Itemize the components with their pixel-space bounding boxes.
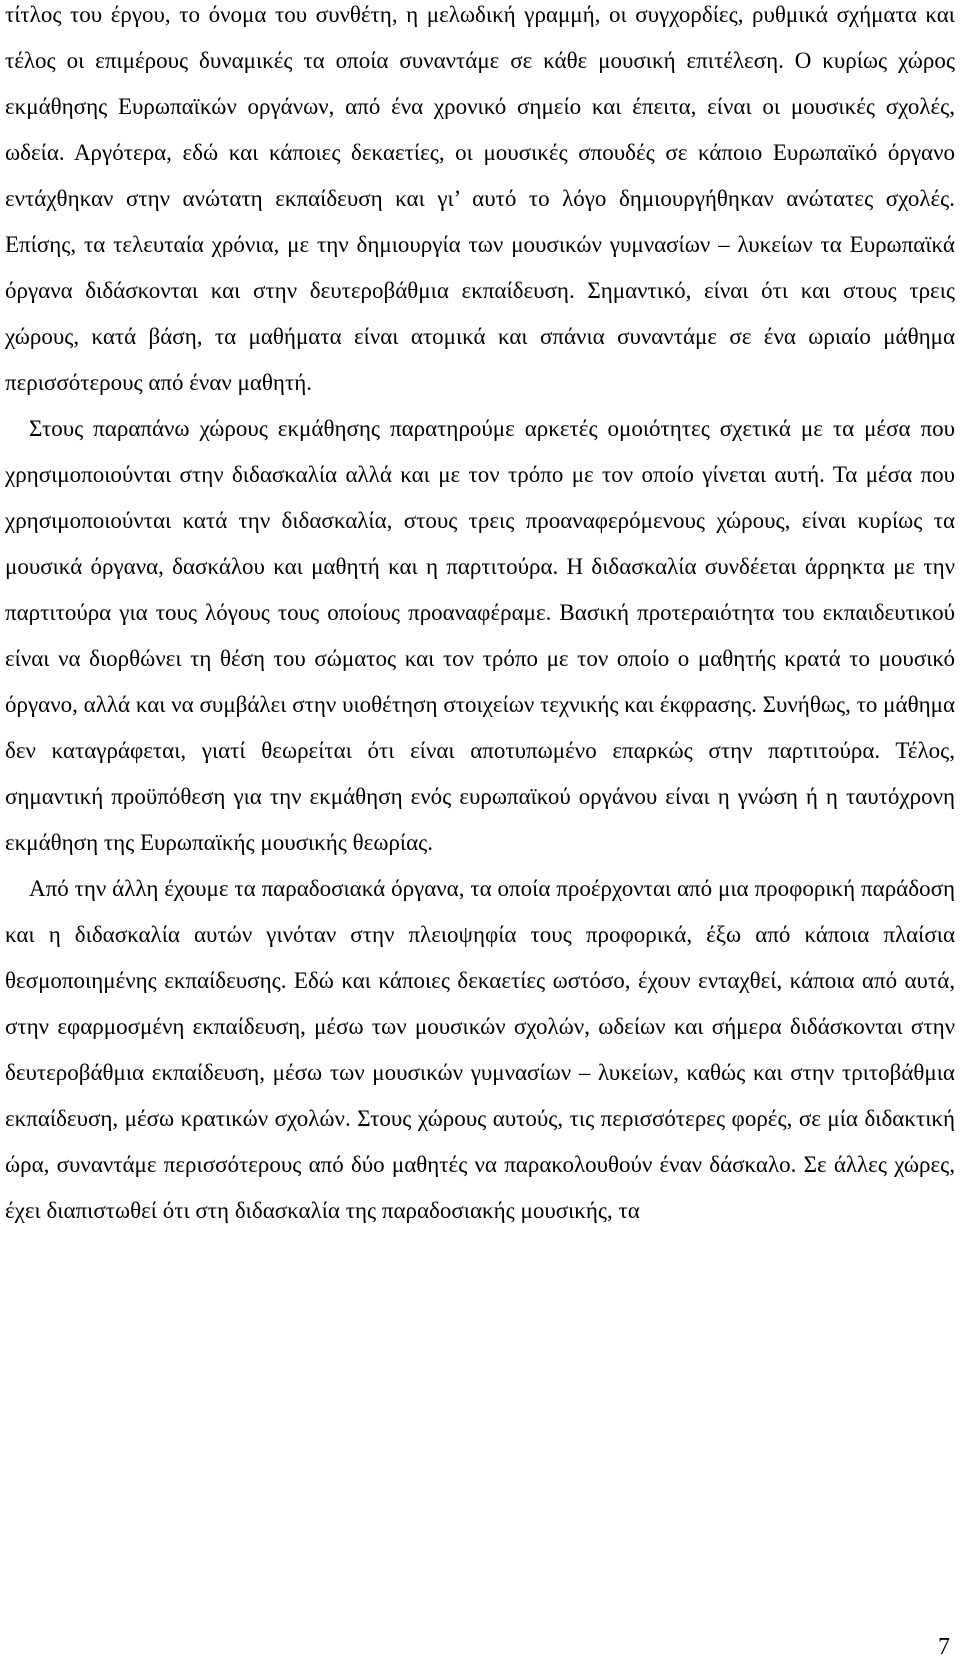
paragraph-1: τίτλος του έργου, το όνομα του συνθέτη, η μελωδική γραμμή, οι συγχορδίες, ρυθμικά σχήματα και τέλος οι επιμέρους δυναμικές τα οποία συναντάμε σε κάθε μουσική επιτέλεση. Ο κυρίως χώρος εκμάθησης Ευρωπαϊκών οργάνων, από ένα χρονικό σημείο και έπειτα, είναι οι μουσικές σχολές, ωδεία. Αργότερα, εδώ και κάποιες δεκαετίες, οι μουσικές σπουδές σε κάποιο Ευρωπαϊκό όργανο εντάχθηκαν στην ανώτατη εκπαίδευση και γι’ αυτό το λόγο δημιουργήθηκαν ανώτατες σχολές. Επίσης, τα τελευταία χρόνια, με την δημιουργία των μουσικών γυμνασίων – λυκείων τα Ευρωπαϊκά όργανα διδάσκονται και στην δευτεροβάθμια εκπαίδευση. Σημαντικό, είναι ότι και στους τρεις χώρους, κατά βάση, τα μαθήματα είναι ατομικά και σπάνια συναντάμε σε ένα ωριαίο μάθημα περισσότερους από έναν μαθητή. (5, 2, 955, 395)
paragraph-2: Στους παραπάνω χώρους εκμάθησης παρατηρούμε αρκετές ομοιότητες σχετικά με τα μέσα που χρησιμοποιούνται στην διδασκαλία αλλά και με τον τρόπο με τον οποίο γίνεται αυτή. Τα μέσα που χρησιμοποιούνται κατά την διδασκαλία, στους τρεις προαναφερόμενους χώρους, είναι κυρίως τα μουσικά όργανα, δασκάλου και μαθητή και η παρτιτούρα. Η διδασκαλία συνδέεται άρρηκτα με την παρτιτούρα για τους λόγους τους οποίους προαναφέραμε. Βασική προτεραιότητα του εκπαιδευτικού είναι να διορθώνει τη θέση του σώματος και τον τρόπο με τον οποίο ο μαθητής κρατά το μουσικό όργανο, αλλά και να συμβάλει στην υιοθέτηση στοιχείων τεχνικής και έκφρασης. Συνήθως, το μάθημα δεν καταγράφεται, γιατί θεωρείται ότι είναι αποτυπωμένο επαρκώς στην παρτιτούρα. Τέλος, σημαντική προϋπόθεση για την εκμάθηση ενός ευρωπαϊκού οργάνου είναι η γνώση ή η ταυτόχρονη εκμάθηση της Ευρωπαϊκής μουσικής θεωρίας. (5, 416, 955, 855)
page-number: 7 (938, 1634, 950, 1660)
paragraph-3: Από την άλλη έχουμε τα παραδοσιακά όργανα, τα οποία προέρχονται από μια προφορική παράδοση και η διδασκαλία αυτών γινόταν στην πλειοψηφία τους προφορικά, έξω από κάποια πλαίσια θεσμοποιημένης εκπαίδευσης. Εδώ και κάποιες δεκαετίες ωστόσο, έχουν ενταχθεί, κάποια από αυτά, στην εφαρμοσμένη εκπαίδευση, μέσω των μουσικών σχολών, ωδείων και σήμερα διδάσκονται στην δευτεροβάθμια εκπαίδευση, μέσω των μουσικών γυμνασίων – λυκείων, καθώς και στην τριτοβάθμια εκπαίδευση, μέσω κρατικών σχολών. Στους χώρους αυτούς, τις περισσότερες φορές, σε μία διδακτική ώρα, συναντάμε περισσότερους από δύο μαθητές να παρακολουθούν έναν δάσκαλο. Σε άλλες χώρες, έχει διαπιστωθεί ότι στη διδασκαλία της παραδοσιακής μουσικής, τα (5, 876, 955, 1223)
body-text (5, 0, 955, 1234)
